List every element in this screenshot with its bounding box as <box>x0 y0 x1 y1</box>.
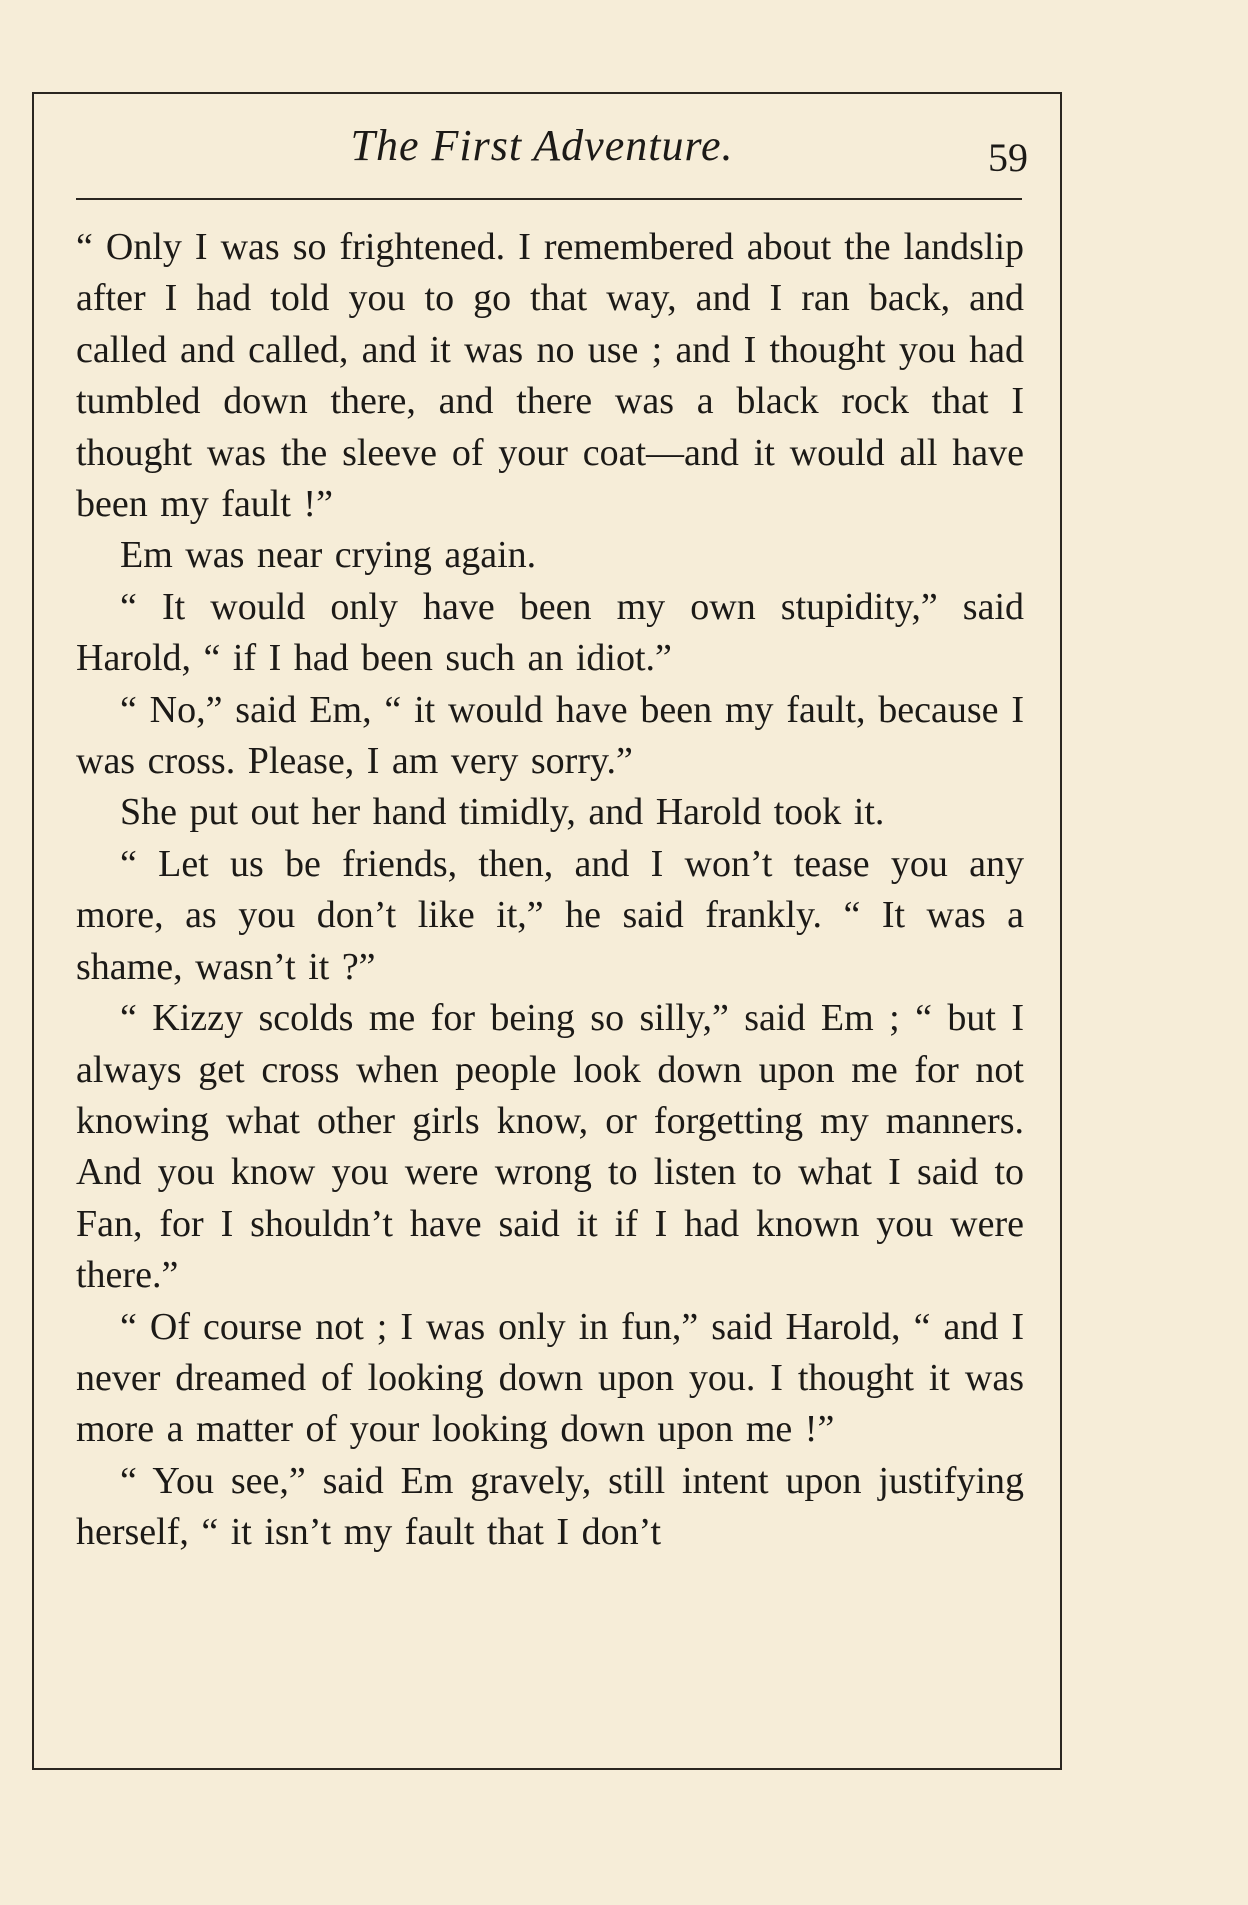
paragraph: “ Only I was so frightened. I remembered about the landslip after I had told you to go that way, and I ran back, and called and called, and it was no use ; and I thought you had tumbled down there, and there was a black rock that I thought was the sleeve of your coat—and it would all have been my fault !” <box>76 226 1024 526</box>
paragraph: “ Let us be friends, then, and I won’t tease you any more, as you don’t like it,” he said frankly. “ It was a shame, wasn’t it ?” <box>76 842 1024 988</box>
paragraph: “ You see,” said Em gravely, still intent upon justifying herself, “ it isn’t my fault that I don’t <box>76 1459 1024 1554</box>
running-title: The First Adventure. <box>350 121 734 170</box>
page-number: 59 <box>988 135 1028 180</box>
paragraph: “ It would only have been my own stupidity,” said Harold, “ if I had been such an idiot.” <box>76 585 1024 680</box>
header-rule <box>76 198 1022 200</box>
paragraph: She put out her hand timidly, and Harold took it. <box>120 791 885 834</box>
paragraph: “ Of course not ; I was only in fun,” said Harold, “ and I never dreamed of looking down upon you. I thought it was more a matter of your looking down upon me !” <box>76 1305 1024 1451</box>
paragraph: Em was near crying again. <box>120 534 537 577</box>
page-header <box>42 120 1042 180</box>
paragraph: “ No,” said Em, “ it would have been my fault, because I was cross. Please, I am very sorry.” <box>76 688 1024 783</box>
body-text <box>76 222 1024 1559</box>
paragraph: “ Kizzy scolds me for being so silly,” said Em ; “ but I always get cross when people look down upon me for not knowing what other girls know, or forgetting my manners. And you know you were wrong to listen to what I said to Fan, for I shouldn’t have said it if I had known you were there.” <box>76 997 1024 1297</box>
